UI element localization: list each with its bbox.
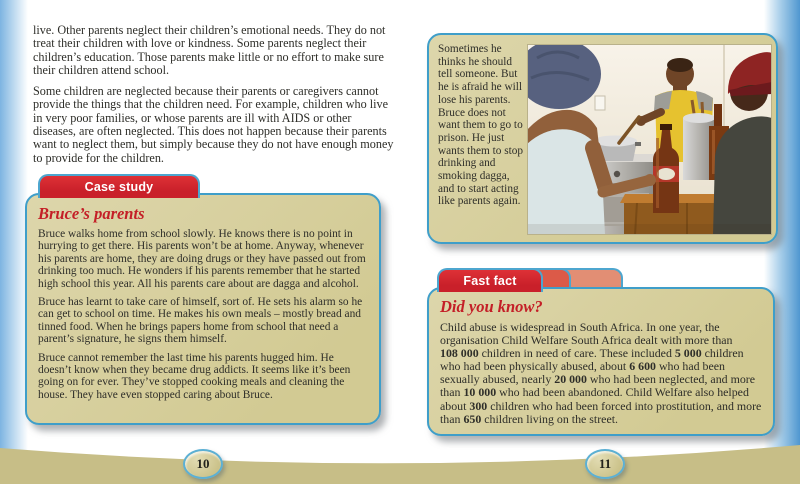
case-study-title: Bruce’s parents <box>38 204 145 223</box>
intro-paragraph: live. Other parents neglect their children’s emotional needs. They do not treat their children with love or kindness. Some parents neglect their children’s education. Those parents make little or no effort to make sure their children attend school. <box>33 23 386 77</box>
kitchen-photo-illustration <box>527 44 772 235</box>
page-edge-gradient-left <box>0 0 28 484</box>
case-study-panel <box>25 193 381 425</box>
fast-fact-panel <box>427 287 775 436</box>
fast-fact-title: Did you know? <box>440 297 543 316</box>
case-study-tab <box>38 174 200 198</box>
case-study-paragraph: Bruce walks home from school slowly. He knows there is no point in hurrying to get there. His parents won’t be at home. Anyway, whenever his parents are home, they are doing drugs or they have passed out from drinking too much. He wonders if his parents remember that he started high school this year. All his parents care about are dagga and alcohol. <box>38 228 366 290</box>
intro-paragraph: Some children are neglected because their parents or caregivers cannot provide the things that the children need. For example, children who live in very poor families, or whose parents are ill with AIDS or other diseases, are often neglected. This does not happen because their parents want to neglect them, but simply because they do not have enough money to provide for the children. <box>33 84 394 165</box>
fast-fact-tab <box>437 268 543 292</box>
wall-outlet <box>595 96 605 110</box>
intro-text-block <box>33 24 395 173</box>
case-study-tab-label: Case study <box>84 180 154 194</box>
kitchen-photo <box>527 44 772 235</box>
page-number: 11 <box>598 456 612 471</box>
case-study-paragraph: Bruce cannot remember the last time his parents hugged him. He doesn’t know when they became drug addicts. It seems like it’s been going on for ever. They’ve stopped cooking meals and cleaning the house. They have even stopped caring about Bruce. <box>38 351 351 401</box>
case-study-paragraph: Bruce has learnt to take care of himself, sort of. He sets his alarm so he can get to school on time. He makes his own meals – mostly bread and tinned food. When he brings papers home from school that need a parent’s signature, he signs them himself. <box>38 296 363 346</box>
page-number: 10 <box>196 456 210 471</box>
fast-fact-tab-label: Fast fact <box>463 274 517 288</box>
story-text: Sometimes he thinks he should tell someone. But he is afraid he will lose his parents. Bruce does not want them to go to prison. He just wants them to stop drinking and smoking dagga, and to start acting like parents again. <box>438 43 524 208</box>
fast-fact-text: Child abuse is widespread in South Africa. In one year, the organisation Child Welfare South Africa dealt with more than 108 000 children in need of care. These included 5 000 children who had been physically abused, about 6 600 who had been sexually abused, nearly 20 000 who had been neglected, and more than 10 000 who had been abandoned. Child Welfare also helped about 300 children who had been forced into prostitution, and more than 650 children living on the street. <box>440 320 762 426</box>
story-panel <box>427 33 778 244</box>
bottom-band <box>0 440 800 484</box>
page-number-badge-right <box>585 449 625 479</box>
page-number-badge-left <box>183 449 223 479</box>
